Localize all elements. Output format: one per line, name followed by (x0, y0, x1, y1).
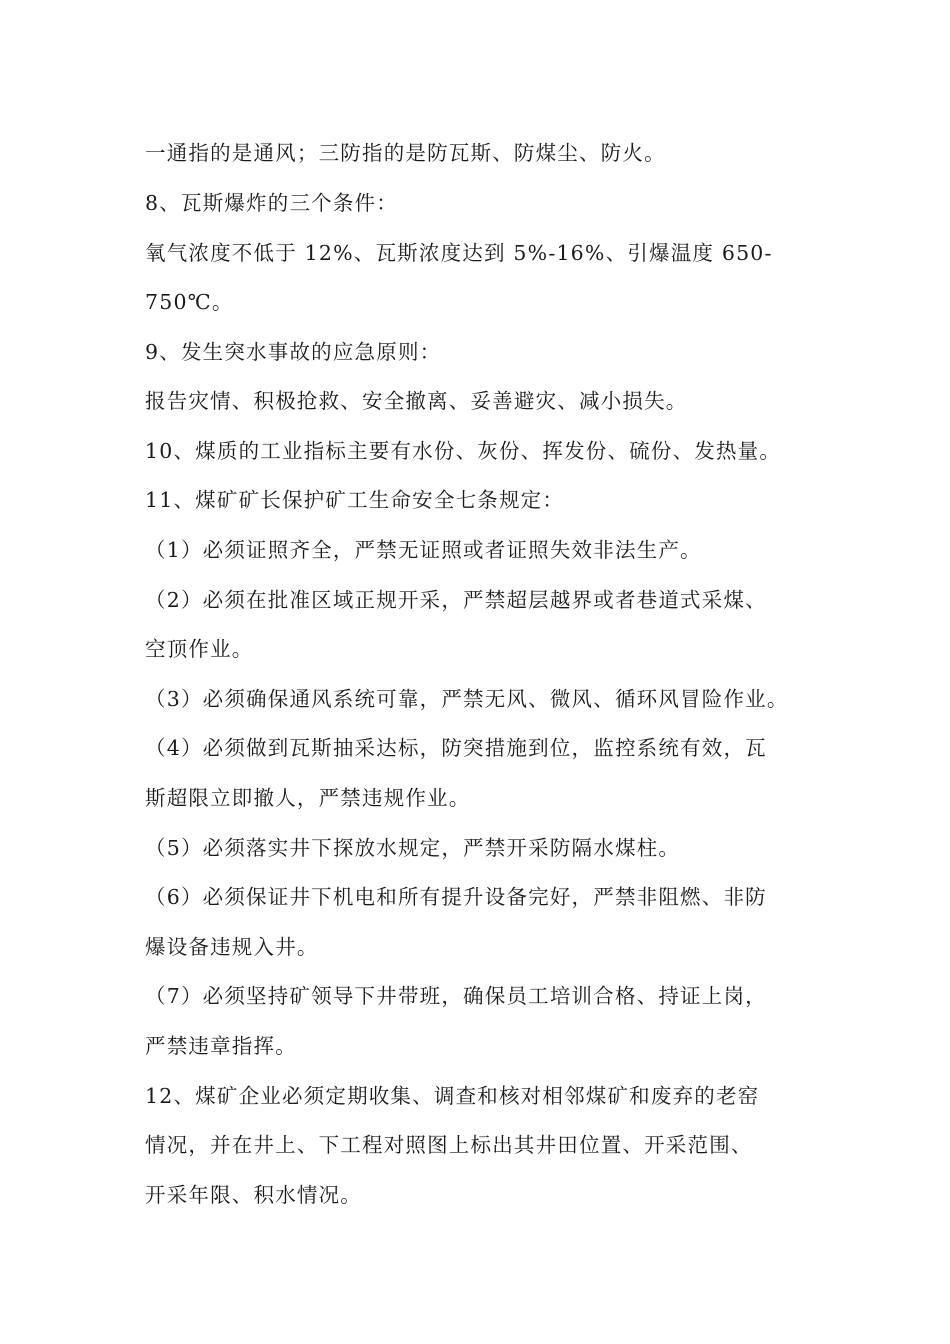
text-line-18: （7）必须坚持矿领导下井带班，确保员工培训合格、持证上岗， (145, 984, 767, 1008)
text-line-13: （4）必须做到瓦斯抽采达标，防突措施到位，监控系统有效，瓦 (145, 736, 767, 760)
text-line-15: （5）必须落实井下探放水规定，严禁开采防隔水煤柱。 (145, 836, 681, 860)
text-line-9: （1）必须证照齐全，严禁无证照或者证照失效非法生产。 (145, 538, 702, 562)
text-line-5: 9、发生突水事故的应急原则： (145, 340, 442, 364)
text-line-22: 开采年限、积水情况。 (145, 1183, 362, 1207)
text-line-17: 爆设备违规入井。 (145, 935, 319, 959)
text-line-16: （6）必须保证井下机电和所有提升设备完好，严禁非阻燃、非防 (145, 885, 767, 909)
text-line-6: 报告灾情、积极抢救、安全撤离、妥善避灾、减小损失。 (145, 389, 688, 413)
text-line-1: 一通指的是通风；三防指的是防瓦斯、防煤尘、防火。 (145, 141, 666, 165)
text-line-14: 斯超限立即撤人，严禁违规作业。 (145, 786, 471, 810)
text-line-3: 氧气浓度不低于 12%、瓦斯浓度达到 5%-16%、引爆温度 650- (145, 241, 773, 265)
text-line-12: （3）必须确保通风系统可靠，严禁无风、微风、循环风冒险作业。 (145, 687, 789, 711)
text-line-4: 750℃。 (145, 290, 234, 314)
text-line-10: （2）必须在批准区域正规开采，严禁超层越界或者巷道式采煤、 (145, 588, 767, 612)
text-line-21: 情况，并在井上、下工程对照图上标出其井田位置、开采范围、 (145, 1133, 753, 1157)
text-line-19: 严禁违章指挥。 (145, 1034, 297, 1058)
text-line-2: 8、瓦斯爆炸的三个条件： (145, 191, 398, 215)
text-line-20: 12、煤矿企业必须定期收集、调查和核对相邻煤矿和废弃的老窑 (145, 1084, 760, 1108)
text-line-11: 空顶作业。 (145, 637, 254, 661)
text-line-8: 11、煤矿矿长保护矿工生命安全七条规定： (145, 488, 565, 512)
text-line-7: 10、煤质的工业指标主要有水份、灰份、挥发份、硫份、发热量。 (145, 439, 782, 463)
